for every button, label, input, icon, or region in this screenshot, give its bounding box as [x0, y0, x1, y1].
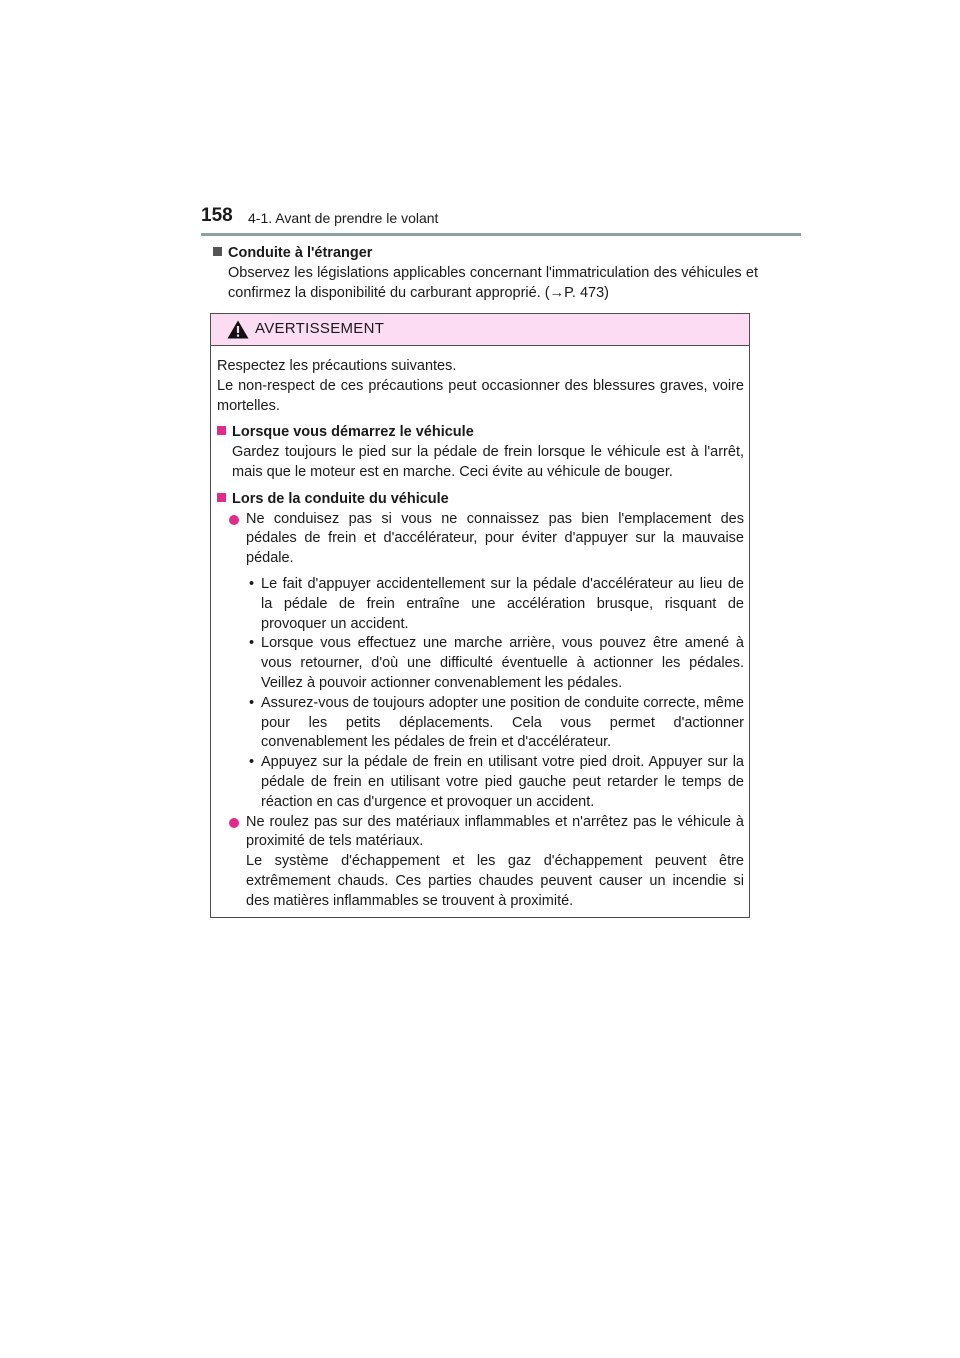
- b2-text-1: Ne roulez pas sur des matériaux inflammables et n'arrêtez pas le véhicule à proximité de tels matériaux.: [246, 813, 744, 850]
- s2-heading-row: [217, 490, 744, 510]
- warning-intro-2: Le non-respect de ces précautions peut occasionner des blessures graves, voire mortelles.: [217, 377, 744, 414]
- warning-title: AVERTISSEMENT: [255, 320, 385, 337]
- header-rule: [201, 233, 801, 236]
- round-bullet-icon: [229, 515, 239, 525]
- abroad-section: [213, 243, 758, 303]
- warning-body: [217, 357, 744, 912]
- abroad-heading: Conduite à l'étranger: [228, 245, 373, 261]
- bullet-item: [217, 813, 744, 912]
- square-bullet-icon: [217, 426, 226, 435]
- warning-triangle-icon: [227, 320, 249, 339]
- s1-heading-row: [217, 423, 744, 443]
- abroad-heading-row: [213, 243, 758, 263]
- square-bullet-icon: [213, 247, 222, 256]
- sub-4-text: Appuyez sur la pédale de frein en utilisant votre pied droit. Appuyer sur la pédale de frein en utilisant votre pied gauche peut retarder le temps de réaction en cas d'urgence et provoquer un accident.: [261, 754, 744, 810]
- b1-text: Ne conduisez pas si vous ne connaissez pas bien l'emplacement des pédales de frein et d'accélérateur, pour éviter d'appuyer sur la mauvaise pédale.: [246, 510, 744, 567]
- bullet-item: [217, 510, 744, 569]
- sub-item: [217, 753, 744, 812]
- sub-item: [217, 575, 744, 634]
- sub-item: [217, 694, 744, 753]
- warning-header: [211, 314, 749, 346]
- sub-item: [217, 634, 744, 693]
- abroad-text: Observez les législations applicables concernant l'immatriculation des véhicules et confirmez la disponibilité du carburant approprié. (→P. 473): [228, 265, 758, 301]
- sub-3-text: Assurez-vous de toujours adopter une position de conduite correcte, même pour les petits déplacements. Cela vous permet d'actionner convenablement les pédales de frein et d'accélérateur.: [261, 694, 744, 751]
- b2-text-2: Le système d'échappement et les gaz d'échappement peuvent être extrêmement chauds. Ces parties chaudes peuvent causer un incendie si des matières inflammables se trouvent à proximité.: [246, 853, 744, 909]
- warning-intro-1: Respectez les précautions suivantes.: [217, 358, 457, 374]
- page-header: [201, 205, 801, 235]
- sub-2-text: Lorsque vous effectuez une marche arrière, vous pouvez être amené à vous retourner, d'où une difficulté éventuelle à actionner les pédales. Veillez à pouvoir actionner convenablement les pédales.: [261, 635, 744, 691]
- s2-heading: Lors de la conduite du véhicule: [232, 490, 449, 507]
- dot-bullet-icon: •: [249, 575, 255, 592]
- page-number: 158: [201, 205, 233, 226]
- square-bullet-icon: [217, 493, 226, 502]
- dot-bullet-icon: •: [249, 694, 255, 711]
- dot-bullet-icon: •: [249, 635, 255, 652]
- sub-1-text: Le fait d'appuyer accidentellement sur la pédale d'accélérateur au lieu de la pédale de frein entraîne une accélération brusque, risquant de provoquer un accident.: [261, 575, 744, 632]
- s1-text: Gardez toujours le pied sur la pédale de frein lorsque le véhicule est à l'arrêt, mais que le moteur est en marche. Ceci évite au véhicule de bouger.: [232, 444, 744, 480]
- s1-heading: Lorsque vous démarrez le véhicule: [232, 424, 474, 441]
- warning-box: [210, 313, 750, 918]
- round-bullet-icon: [229, 818, 239, 828]
- dot-bullet-icon: •: [249, 754, 255, 771]
- section-title: 4-1. Avant de prendre le volant: [248, 210, 439, 226]
